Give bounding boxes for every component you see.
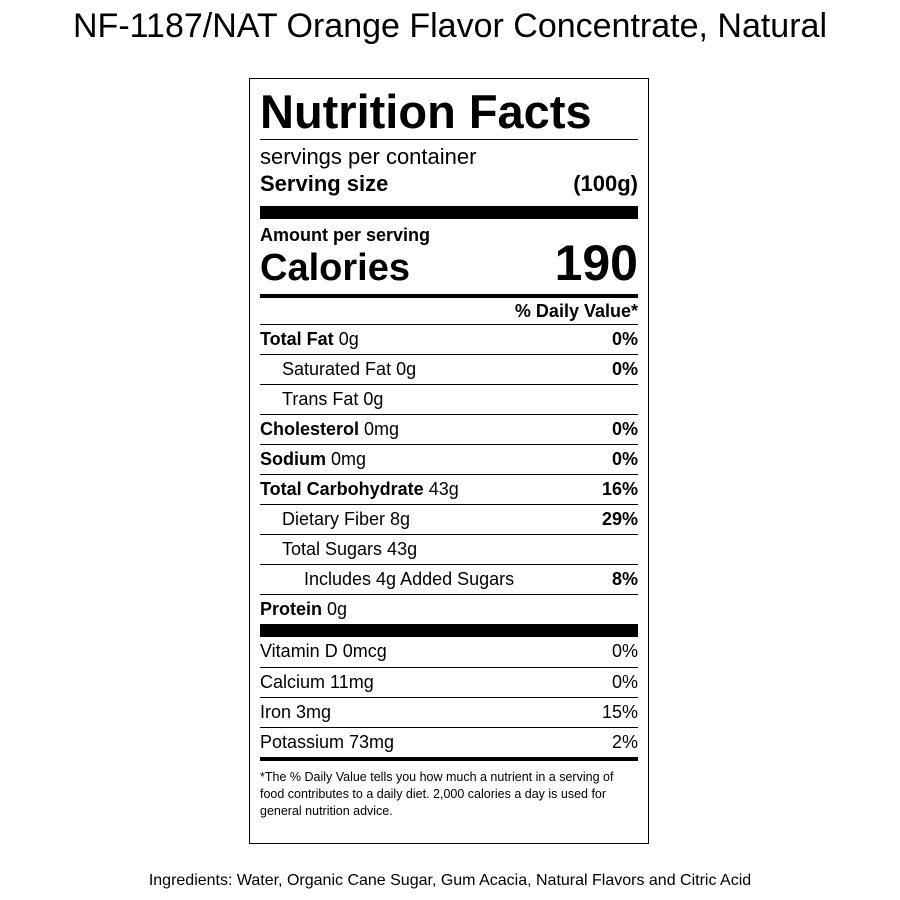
- medium-divider: [260, 757, 638, 761]
- amount-per-serving: Amount per serving: [260, 225, 431, 245]
- serving-size-label: Serving size: [260, 171, 389, 196]
- nutrient-dv: 0%: [611, 359, 638, 379]
- nutrient-dv: 0%: [611, 449, 638, 469]
- nutrient-amount: 43g: [428, 479, 459, 499]
- nutrient-row-total-sugars: [260, 534, 638, 564]
- nutrient-name: Total Sugars 43g: [282, 539, 418, 559]
- daily-value-header: % Daily Value*: [514, 301, 638, 321]
- nutrient-name: Total Carbohydrate: [260, 479, 424, 499]
- nutrient-name: Saturated Fat 0g: [282, 359, 417, 379]
- vitamin-dv: 2%: [611, 732, 638, 752]
- vitamin-row-iron: [260, 697, 638, 727]
- nutrient-name: Sodium: [260, 449, 326, 469]
- nutrient-row-total-fat: [260, 324, 638, 354]
- product-title: NF-1187/NAT Orange Flavor Concentrate, Natural: [73, 7, 827, 45]
- nutrient-name: Includes 4g Added Sugars: [304, 569, 515, 589]
- nutrient-row-added-sugars: [260, 564, 638, 594]
- ingredients-line: Ingredients: Water, Organic Cane Sugar, Gum Acacia, Natural Flavors and Citric Acid: [148, 872, 752, 889]
- vitamin-row-calcium: [260, 667, 638, 697]
- daily-value-footnote: *The % Daily Value tells you how much a nutrient in a serving of food contributes to a daily diet. 2,000 calories a day is used for general nutrition advice.: [260, 770, 614, 818]
- calories-value: 190: [554, 235, 638, 291]
- nutrient-dv: 0%: [611, 329, 638, 349]
- nutrition-facts-label: [249, 78, 649, 844]
- divider: [260, 139, 638, 140]
- nutrient-amount: 0g: [327, 599, 348, 619]
- nutrient-name: Cholesterol: [260, 419, 360, 439]
- nutrient-name: Protein: [260, 599, 323, 619]
- thick-divider: [260, 206, 638, 219]
- nutrient-dv: 0%: [611, 419, 638, 439]
- nutrient-name: Dietary Fiber 8g: [282, 509, 411, 529]
- nutrient-name: Total Fat: [260, 329, 334, 349]
- nutrient-row-protein: [260, 594, 638, 624]
- nutrient-amount: 0mg: [364, 419, 400, 439]
- nutrient-amount: 0mg: [331, 449, 367, 469]
- vitamin-dv: 0%: [611, 672, 638, 692]
- nutrient-amount: 0g: [338, 329, 359, 349]
- serving-size-value: (100g): [573, 171, 638, 196]
- nutrient-dv: 8%: [611, 569, 638, 589]
- nutrient-row-cholesterol: [260, 414, 638, 444]
- servings-per-container: servings per container: [260, 144, 477, 169]
- vitamin-name: Vitamin D 0mcg: [260, 641, 387, 661]
- vitamin-name: Calcium 11mg: [260, 672, 374, 692]
- vitamin-row-potassium: [260, 727, 638, 757]
- nutrient-dv: 16%: [601, 479, 638, 499]
- nutrient-row-trans-fat: [260, 384, 638, 414]
- nutrient-row-sodium: [260, 444, 638, 474]
- nutrient-dv: 29%: [601, 509, 638, 529]
- vitamin-dv: 0%: [611, 641, 638, 661]
- vitamin-row-vitamin-d: [260, 637, 638, 667]
- serving-size-row: [260, 170, 638, 198]
- nutrient-row-dietary-fiber: [260, 504, 638, 534]
- calories-label: Calories: [260, 247, 410, 289]
- nutrient-row-total-carbohydrate: [260, 474, 638, 504]
- nutrition-facts-heading: Nutrition Facts: [260, 85, 592, 138]
- vitamin-name: Iron 3mg: [260, 702, 332, 722]
- vitamin-name: Potassium 73mg: [260, 732, 395, 752]
- nutrient-row-saturated-fat: [260, 354, 638, 384]
- thick-divider: [260, 624, 638, 637]
- nutrient-name: Trans Fat 0g: [282, 389, 384, 409]
- vitamin-dv: 15%: [601, 702, 638, 722]
